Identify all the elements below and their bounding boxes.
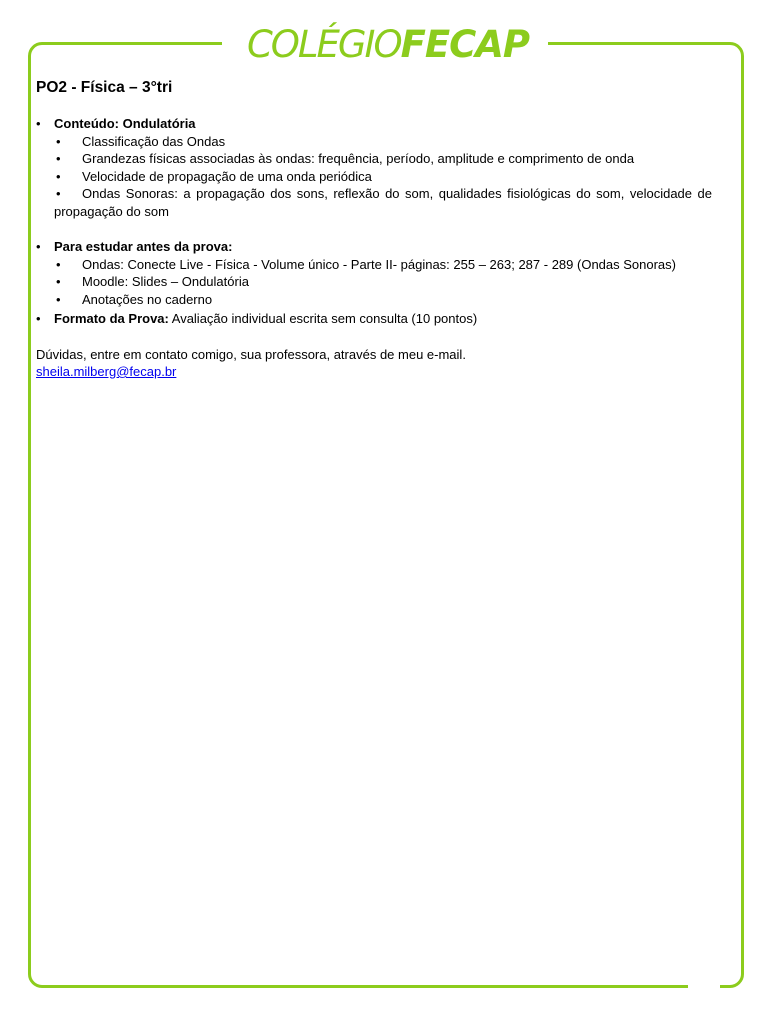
study-heading: Para estudar antes da prova: <box>54 239 233 254</box>
content-topics-list <box>36 133 712 221</box>
bullet-icon: • <box>56 133 61 149</box>
list-item <box>36 150 712 168</box>
study-text: Moodle: Slides – Ondulatória <box>82 274 249 289</box>
logo-text-colegio: COLÉGIO <box>246 22 401 66</box>
format-label: Formato da Prova: <box>54 311 169 326</box>
format-line <box>54 310 477 328</box>
content-heading: Conteúdo: Ondulatória <box>54 116 196 131</box>
bullet-icon: • <box>56 274 61 289</box>
document-content <box>36 78 712 381</box>
bullet-icon: • <box>36 239 41 254</box>
topic-text: Velocidade de propagação de uma onda periódica <box>82 168 372 184</box>
list-item <box>36 185 712 220</box>
school-logo <box>240 24 536 64</box>
email-link[interactable]: sheila.milberg@fecap.br <box>36 364 177 379</box>
format-text: Avaliação individual escrita sem consulta (10 pontos) <box>168 311 478 326</box>
topic-text: Ondas Sonoras: a propagação dos sons, reflexão do som, qualidades fisiológicas do som, velocidade de propagação do som <box>54 186 712 219</box>
study-items-list <box>36 256 712 309</box>
bullet-icon: • <box>56 291 61 307</box>
bullet-icon: • <box>56 256 61 272</box>
study-text: Anotações no caderno <box>82 291 213 307</box>
list-item <box>36 256 712 274</box>
format-section <box>36 310 712 328</box>
logo-text-fecap: FECAP <box>400 22 530 66</box>
bullet-icon: • <box>56 168 61 184</box>
topic-text: Classificação das Ondas <box>82 133 226 149</box>
bullet-icon: • <box>56 186 61 201</box>
bullet-icon: • <box>36 311 41 326</box>
list-item <box>36 133 712 151</box>
list-item <box>36 168 712 186</box>
study-section-heading <box>36 238 712 256</box>
study-text: Ondas: Conecte Live - Física - Volume único - Parte II- páginas: 255 – 263; 287 - 289 (Ondas Sonoras) <box>82 256 676 272</box>
contact-text: Dúvidas, entre em contato comigo, sua professora, através de meu e-mail. <box>36 346 466 362</box>
list-item <box>36 273 712 291</box>
page-title: PO2 - Física – 3°tri <box>36 79 173 96</box>
topic-text: Grandezas físicas associadas às ondas: frequência, período, amplitude e comprimento de onda <box>82 151 635 166</box>
bullet-icon: • <box>36 116 41 131</box>
content-section-heading <box>36 115 712 133</box>
bullet-icon: • <box>56 151 61 166</box>
border-gap-bottom <box>688 982 720 994</box>
list-item <box>36 291 712 309</box>
